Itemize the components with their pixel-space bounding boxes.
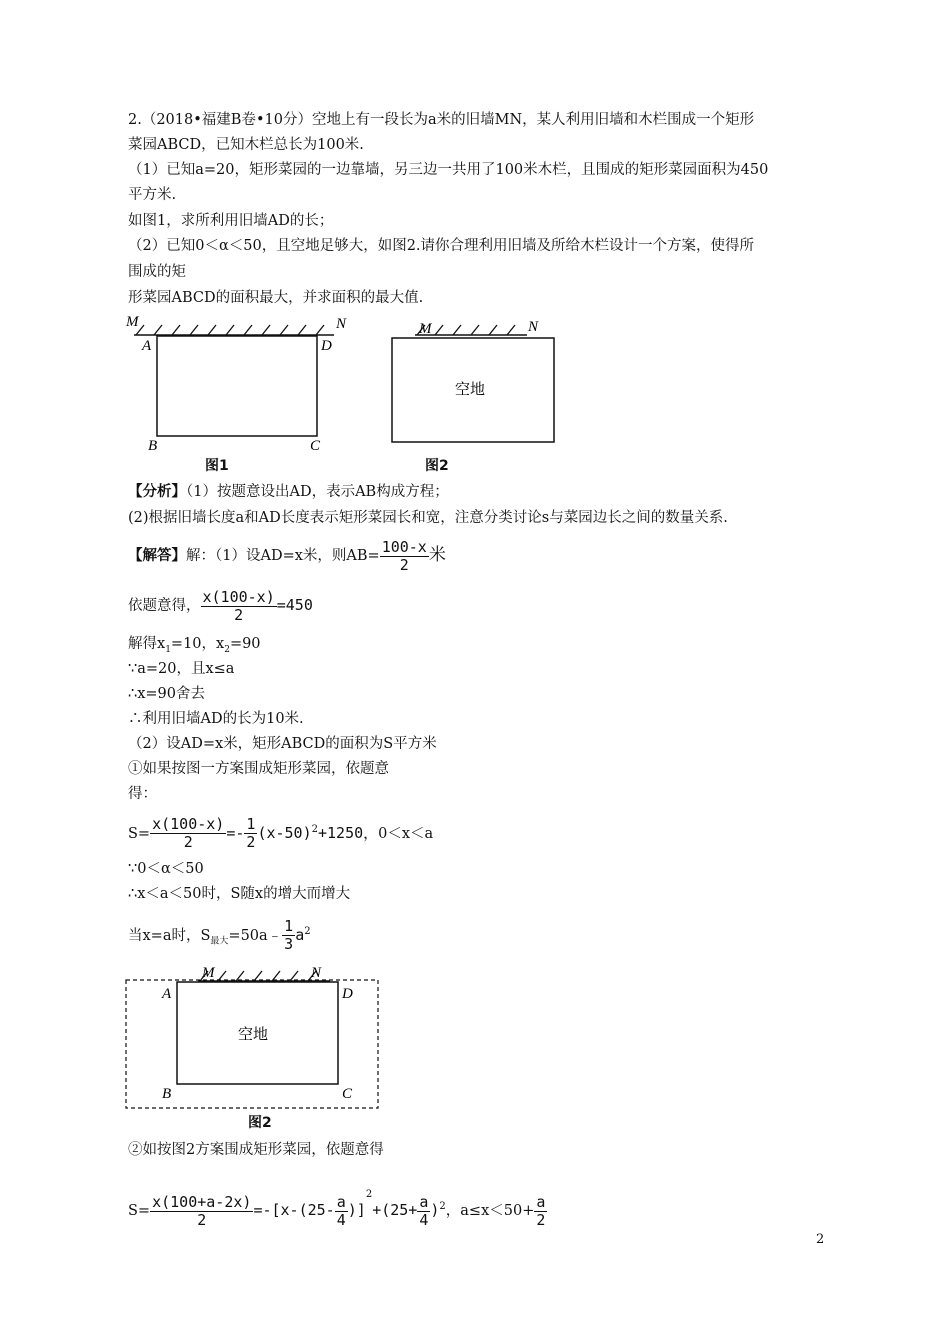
label-d: D	[342, 986, 353, 1002]
fraction-numerator: 100-x	[381, 537, 427, 556]
garden-rectangle	[157, 336, 317, 436]
equation-part: +1250，	[318, 823, 379, 842]
fraction-a-half	[534, 1194, 547, 1229]
figure-3-caption: 图2	[248, 1115, 272, 1131]
equation-part: (x-50)	[257, 823, 312, 842]
subscript: 1	[165, 644, 171, 655]
analysis-text: （1）按题意设出AD，表示AB构成方程；	[186, 484, 449, 500]
fraction-numerator: a	[419, 1192, 429, 1211]
fraction-denominator: 2	[246, 833, 256, 852]
figure-3	[120, 960, 385, 1115]
equation-part: )	[430, 1201, 440, 1219]
solution-line: ②如按图2方案围成矩形菜园，依题意得	[128, 1142, 384, 1158]
fraction-denominator: 3	[284, 935, 294, 954]
max-prefix: 当x=a时，S	[128, 927, 211, 944]
fraction-numerator: 1	[246, 815, 256, 834]
label-c: C	[310, 438, 321, 454]
page-number: 2	[816, 1232, 825, 1247]
equation-rhs: =450	[276, 596, 313, 614]
subscript: 2	[224, 644, 230, 655]
root-value: =10，x	[170, 636, 225, 652]
fraction-half	[244, 816, 257, 851]
fraction-numerator: x(100-x)	[202, 587, 275, 606]
problem-line: 围成的矩	[128, 264, 186, 280]
exponent: 2	[365, 1189, 373, 1200]
fraction-a-quarter	[335, 1194, 348, 1229]
equation-part: =-	[226, 823, 245, 842]
solution-line: ∵0＜α＜50	[128, 861, 204, 877]
solution-intro-text: 解：（1）设AD=x米，则AB=	[186, 548, 380, 564]
solution-line: ∵a=20，且x≤a	[128, 661, 235, 677]
wall-hatching	[417, 325, 515, 335]
unit-meter: 米	[428, 545, 446, 565]
problem-line: 菜园ABCD，已知木栏总长为100米.	[128, 137, 364, 153]
label-n: N	[528, 319, 539, 335]
fraction-numerator: a	[536, 1192, 546, 1211]
fraction-denominator: 2	[399, 555, 409, 574]
fraction-ab	[380, 539, 429, 574]
label-a: A	[142, 338, 152, 354]
solution-tag: 【解答】	[128, 547, 186, 564]
problem-line: 2.（2018•福建B卷•10分）空地上有一段长为a米的旧墙MN，某人利用旧墙和木栏围成一个矩形	[128, 112, 755, 128]
label-b: B	[148, 438, 158, 454]
fraction-numerator: x(100-x)	[152, 815, 225, 834]
solution-intro	[128, 538, 446, 574]
exponent: 2	[311, 824, 318, 835]
label-m: M	[202, 965, 215, 981]
fraction-numerator: a	[336, 1192, 346, 1211]
figure-2	[385, 315, 565, 450]
label-m: M	[126, 314, 139, 330]
label-m: M	[419, 321, 432, 337]
s2-equation	[128, 1175, 547, 1231]
figure-2-caption: 图2	[425, 458, 449, 474]
problem-line: 平方米.	[128, 187, 177, 203]
label-empty-lot: 空地	[455, 380, 486, 398]
subscript: 最大	[210, 936, 229, 947]
exponent: 2	[304, 926, 311, 937]
equation-part: =50a﹣	[228, 927, 283, 944]
equation-part: )]	[347, 1201, 366, 1219]
solution-line: ∴利用旧墙AD的长为10米.	[128, 711, 304, 727]
fraction-numerator: x(100+a-2x)	[152, 1192, 252, 1211]
wall-hatching	[136, 325, 324, 335]
equation-line	[128, 588, 313, 624]
fraction-a-quarter	[417, 1194, 430, 1229]
fraction-denominator: 2	[234, 605, 244, 624]
root-value: =90	[229, 636, 261, 652]
label-d: D	[321, 338, 332, 354]
fraction-denominator: 4	[336, 1210, 346, 1229]
label-a: A	[162, 986, 172, 1002]
fraction-s1	[150, 816, 226, 851]
solution-line: ①如果按图一方案围成矩形菜园，依题意	[128, 761, 389, 777]
problem-line: 如图1，求所利用旧墙AD的长；	[128, 213, 334, 229]
problem-line: （1）已知a=20，矩形菜园的一边靠墙，另三边一共用了100米木栏，且围成的矩形菜园面积为450	[128, 162, 769, 178]
roots-line	[128, 634, 261, 660]
analysis-line	[128, 482, 449, 502]
analysis-tag: 【分析】	[128, 483, 186, 500]
fraction-third	[282, 918, 295, 953]
label-n: N	[311, 965, 322, 981]
label-empty-lot: 空地	[238, 1025, 269, 1043]
fraction-denominator: 2	[183, 833, 193, 852]
solution-line: （2）设AD=x米，矩形ABCD的面积为S平方米	[128, 736, 437, 752]
fraction-denominator: 2	[197, 1210, 207, 1229]
fraction-denominator: 2	[536, 1210, 546, 1229]
problem-line: （2）已知0＜α＜50，且空地足够大，如图2.请你合理利用旧墙及所给木栏设计一个方案，使得所	[128, 238, 755, 254]
label-b: B	[162, 1086, 172, 1102]
label-c: C	[342, 1086, 353, 1102]
fraction-numerator: 1	[284, 917, 294, 936]
problem-line: 形菜园ABCD的面积最大，并求面积的最大值.	[128, 290, 424, 306]
roots-prefix: 解得x	[128, 636, 166, 652]
s-prefix: S=	[128, 825, 151, 842]
equation-part: =-[x-(25-	[253, 1201, 335, 1219]
domain-range: 0＜x＜a	[378, 825, 434, 842]
s1-equation	[128, 813, 433, 851]
fraction-equation	[201, 589, 277, 624]
variable: a	[295, 925, 305, 944]
equation-part: +(25+	[372, 1201, 418, 1219]
analysis-line: (2)根据旧墙长度a和AD长度表示矩形菜园长和宽，注意分类讨论s与菜园边长之间的数量关系.	[128, 510, 728, 526]
fraction-s2	[150, 1194, 253, 1229]
domain-range: ，a≤x＜50+	[445, 1203, 535, 1219]
solution-line: ∴x＜a＜50时，S随x的增大而增大	[128, 886, 351, 902]
solution-line: ∴x=90舍去	[128, 686, 206, 702]
exponent: 2	[439, 1201, 446, 1213]
figure-1	[120, 310, 360, 460]
figure-1-caption: 图1	[205, 458, 229, 474]
max-line	[128, 915, 311, 959]
solution-line: 得：	[128, 786, 157, 802]
fraction-denominator: 4	[419, 1210, 429, 1229]
label-n: N	[336, 316, 347, 332]
equation-prefix: 依题意得，	[128, 598, 201, 614]
s-prefix: S=	[128, 1203, 151, 1219]
